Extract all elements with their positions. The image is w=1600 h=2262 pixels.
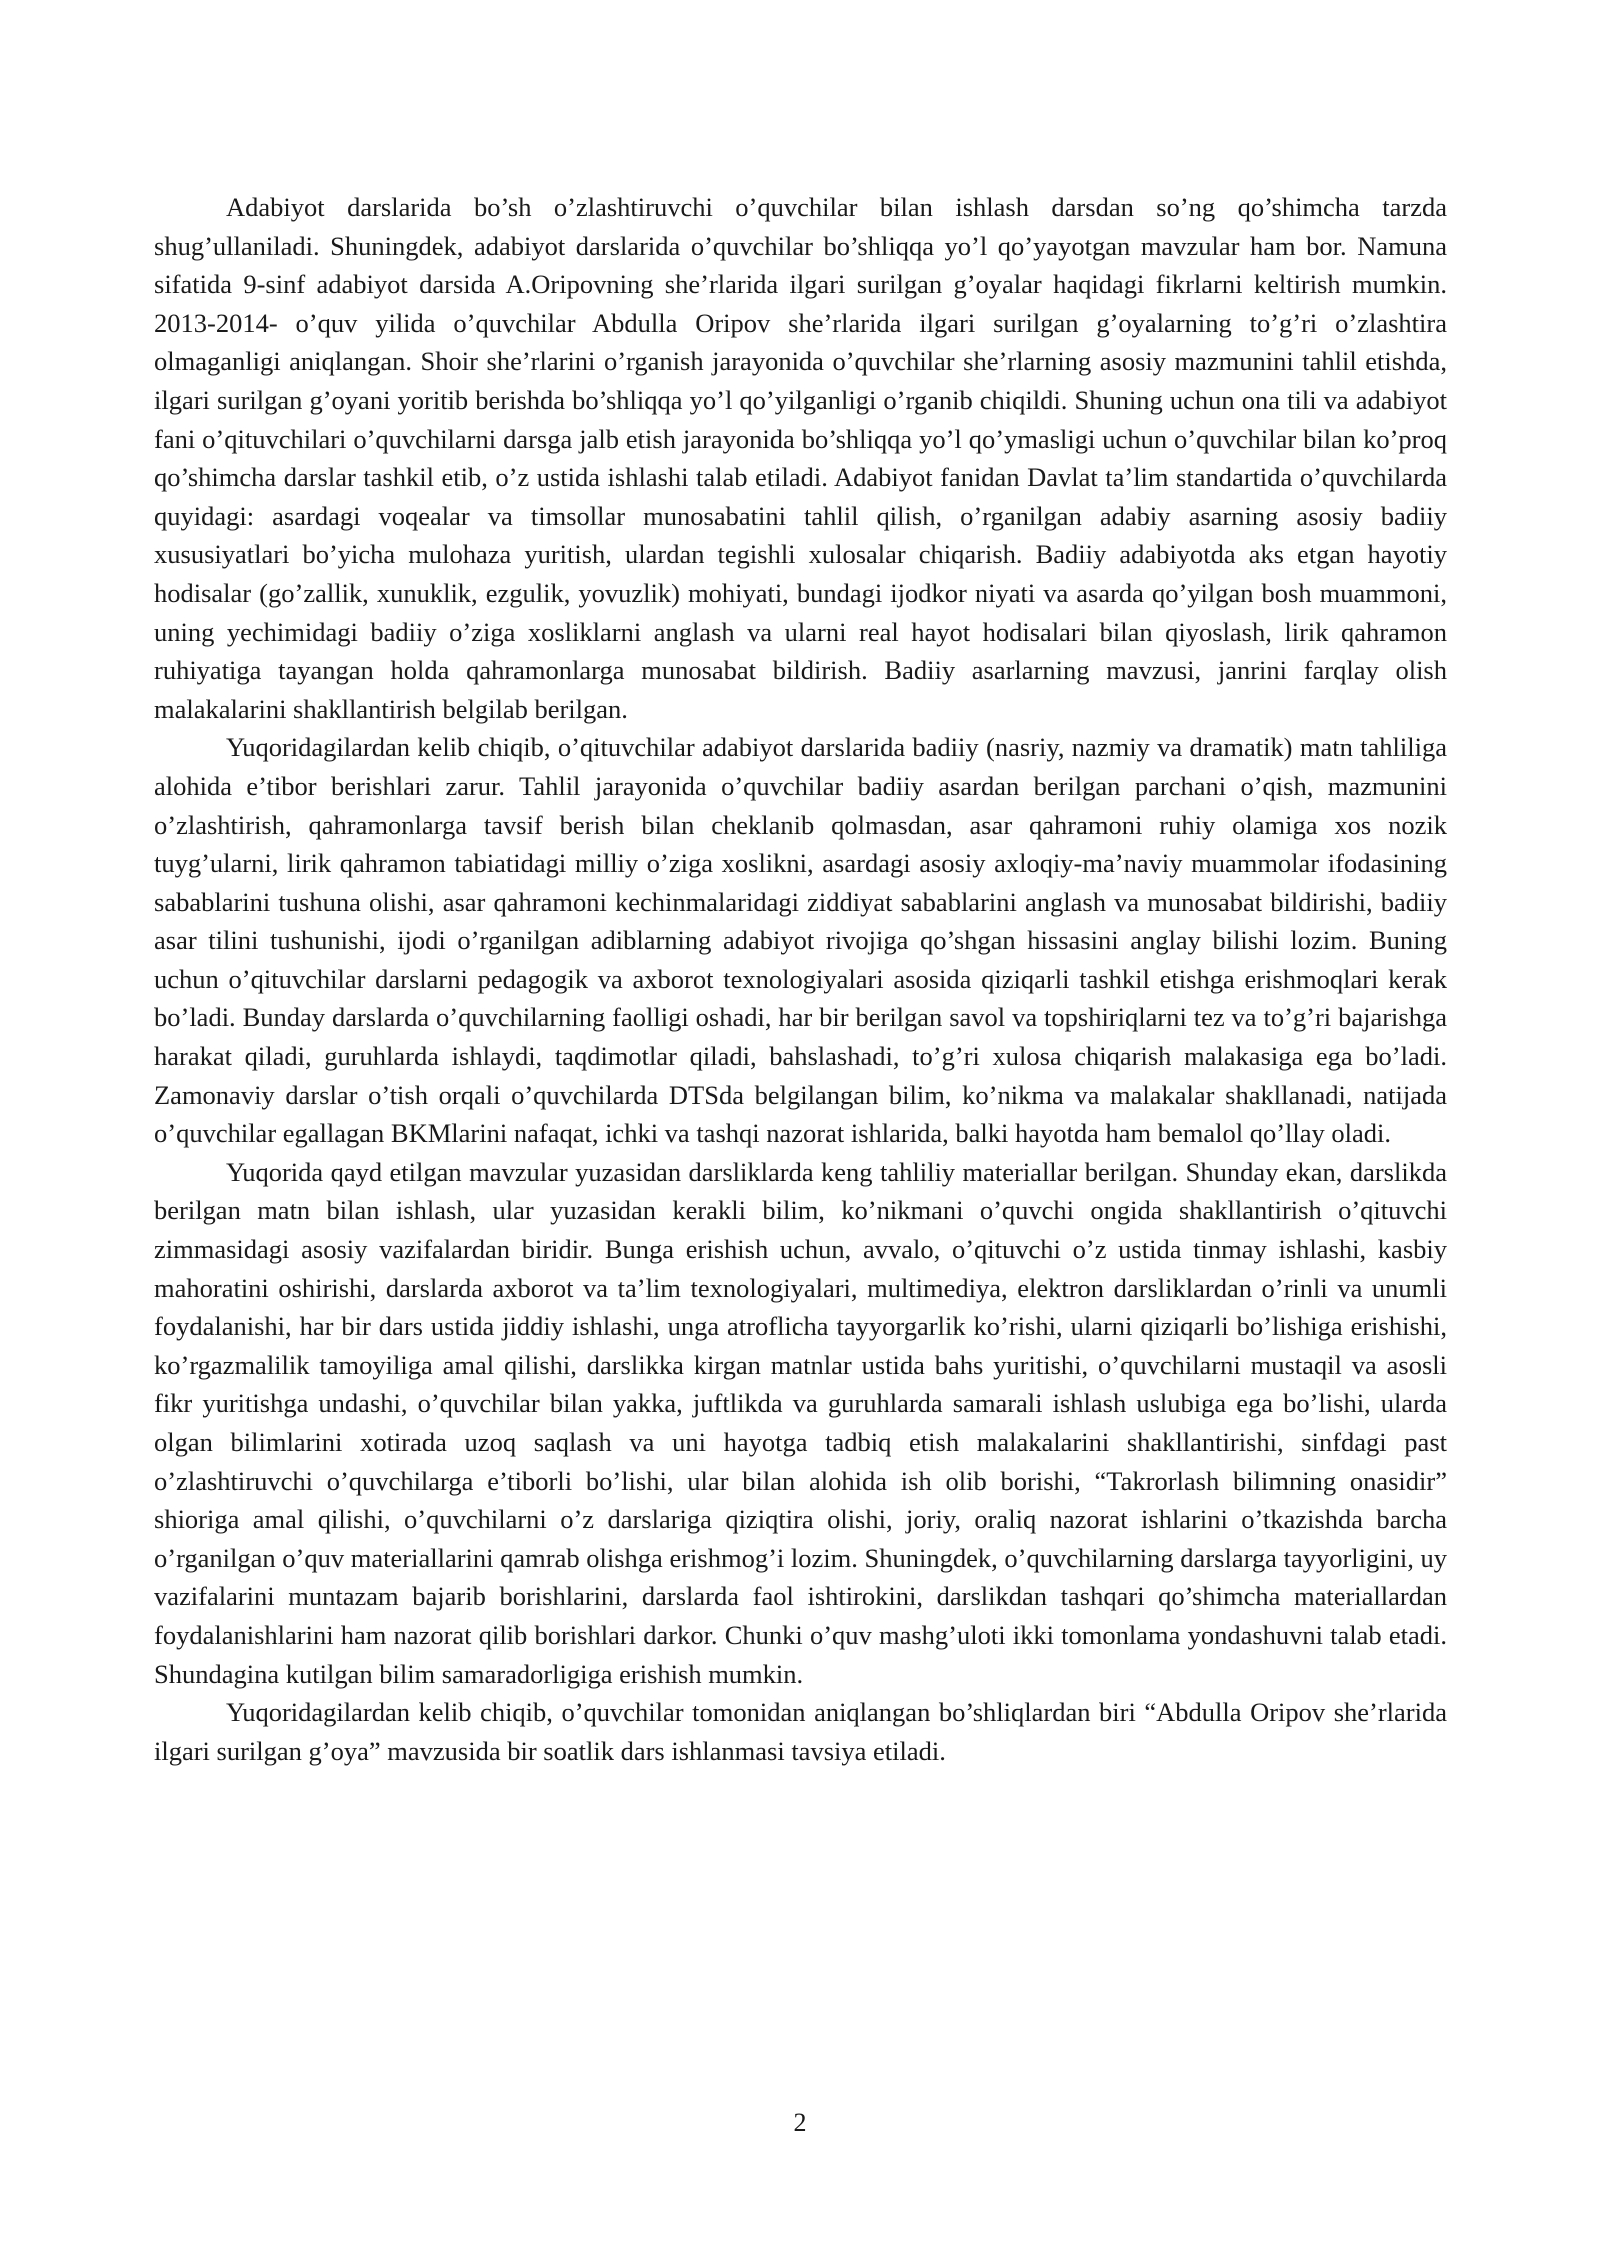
paragraph: Yuqoridagilardan kelib chiqib, o’qituvchilar adabiyot darslarida badiiy (nasriy, nazmiy va dramatik) matn tahliliga alohida e’tibor berishlari zarur. Tahlil jarayonida o’quvchilar badiiy asardan berilgan parchani o’qish, mazmunini o’zlashtirish, qahramonlarga tavsif berish bilan cheklanib qolmasdan, asar qahramoni ruhiy olamiga xos nozik tuyg’ularni, lirik qahramon tabiatidagi milliy o’ziga xoslikni, asardagi asosiy axloqiy-ma’naviy muammolar ifodasining sabablarini tushuna olishi, asar qahramoni kechinmalaridagi ziddiyat sabablarini anglash va munosabat bildirishi, badiiy asar tilini tushunishi, ijodi o’rganilgan adiblarning adabiyot rivojiga qo’shgan hissasini anglay bilishi lozim. Buning uchun o’qituvchilar darslarni pedagogik va axborot texnologiyalari asosida qiziqarli tashkil etishga erishmoqlari kerak bo’ladi. Bunday darslarda o’quvchilarning faolligi oshadi, har bir berilgan savol va topshiriqlarni tez va to’g’ri bajarishga harakat qiladi, guruhlarda ishlaydi, taqdimotlar qiladi, bahslashadi, to’g’ri xulosa chiqarish malakasiga ega bo’ladi. Zamonaviy darslar o’tish orqali o’quvchilarda DTSda belgilangan bilim, ko’nikma va malakalar shakllanadi, natijada o’quvchilar egallagan BKMlarini nafaqat, ichki va tashqi nazorat ishlarida, balki hayotda ham bemalol qo’llay oladi. bbox=[154, 732, 1447, 1149]
paragraph: Adabiyot darslarida bo’sh o’zlashtiruvchi o’quvchilar bilan ishlash darsdan so’ng qo’shimcha tarzda shug’ullaniladi. Shuningdek, adabiyot darslarida o’quvchilar bo’shliqqa yo’l qo’yayotgan mavzular ham bor. Namuna sifatida 9-sinf adabiyot darsida A.Oripovning she’rlarida ilgari surilgan g’oyalar haqidagi fikrlarni keltirish mumkin. 2013-2014- o’quv yilida o’quvchilar Abdulla Oripov she’rlarida ilgari surilgan g’oyalarning to’g’ri o’zlashtira olmaganligi aniqlangan. Shoir she’rlarini o’rganish jarayonida o’quvchilar she’rlarning asosiy mazmunini tahlil etishda, ilgari surilgan g’oyani yoritib berishda bo’shliqqa yo’l qo’yilganligi o’rganib chiqildi. Shuning uchun ona tili va adabiyot fani o’qituvchilari o’quvchilarni darsga jalb etish jarayonida bo’shliqqa yo’l qo’ymasligi uchun o’quvchilar bilan ko’proq qo’shimcha darslar tashkil etib, o’z ustida ishlashi talab etiladi. Adabiyot fanidan Davlat ta’lim standartida o’quvchilarda quyidagi: asardagi voqealar va timsollar munosabatini tahlil qilish, o’rganilgan adabiy asarning asosiy badiiy xususiyatlari bo’yicha mulohaza yuritish, ulardan tegishli xulosalar chiqarish. Badiiy adabiyotda aks etgan hayotiy hodisalar (go’zallik, xunuklik, ezgulik, yovuzlik) mohiyati, bundagi ijodkor niyati va asarda qo’yilgan bosh muammoni, uning yechimidagi badiiy o’ziga xosliklarni anglash va ularni real hayot hodisalari bilan qiyoslash, lirik qahramon ruhiyatiga tayangan holda qahramonlarga munosabat bildirish. Badiiy asarlarning mavzusi, janrini farqlay olish malakalarini shakllantirish belgilab berilgan. bbox=[154, 192, 1447, 724]
page-number: 2 bbox=[793, 2108, 807, 2137]
document-body bbox=[154, 188, 1447, 1770]
paragraph: Yuqorida qayd etilgan mavzular yuzasidan darsliklarda keng tahliliy materiallar berilgan. Shunday ekan, darslikda berilgan matn bilan ishlash, ular yuzasidan kerakli bilim, ko’nikmani o’quvchi ongida shakllantirish o’qituvchi zimmasidagi asosiy vazifalardan biridir. Bunga erishish uchun, avvalo, o’qituvchi o’z ustida tinmay ishlashi, kasbiy mahoratini oshirishi, darslarda axborot va ta’lim texnologiyalari, multimediya, elektron darsliklardan o’rinli va unumli foydalanishi, har bir dars ustida jiddiy ishlashi, unga atroflicha tayyorgarlik ko’rishi, ularni qiziqarli bo’lishiga erishishi, ko’rgazmalilik tamoyiliga amal qilishi, darslikka kirgan matnlar ustida bahs yuritishi, o’quvchilarni mustaqil va asosli fikr yuritishga undashi, o’quvchilar bilan yakka, juftlikda va guruhlarda samarali ishlash uslubiga ega bo’lishi, ularda olgan bilimlarini xotirada uzoq saqlash va uni hayotga tadbiq etish malakalarini shakllantirishi, sinfdagi past o’zlashtiruvchi o’quvchilarga e’tiborli bo’lishi, ular bilan alohida ish olib borishi, “Takrorlash bilimning onasidir” shioriga amal qilishi, o’quvchilarni o’z darslariga qiziqtira olishi, joriy, oraliq nazorat ishlarini o’tkazishda barcha o’rganilgan o’quv materiallarini qamrab olishga erishmog’i lozim. Shuningdek, o’quvchilarning darslarga tayyorligini, uy vazifalarini muntazam bajarib borishlarini, darslarda faol ishtirokini, darslikdan tashqari qo’shimcha materiallardan foydalanishlarini ham nazorat qilib borishlari darkor. Chunki o’quv mashg’uloti ikki tomonlama yondashuvni talab etadi. Shundagina kutilgan bilim samaradorligiga erishish mumkin. bbox=[154, 1156, 1447, 1689]
paragraph: Yuqoridagilardan kelib chiqib, o’quvchilar tomonidan aniqlangan bo’shliqlardan biri “Abdulla Oripov she’rlarida ilgari surilgan g’oya” mavzusida bir soatlik dars ishlanmasi tavsiya etiladi. bbox=[154, 1697, 1447, 1766]
